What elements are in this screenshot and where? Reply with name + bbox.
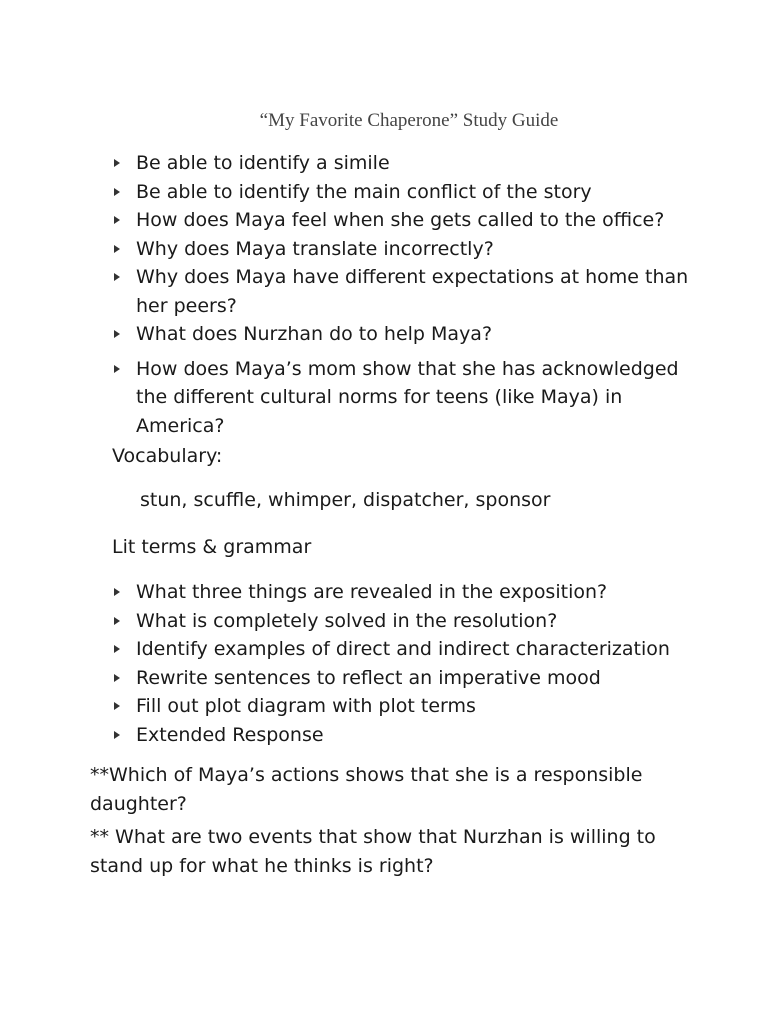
list-item-text: What three things are revealed in the exposition? [136,581,608,603]
extended-response-1: **Which of Maya’s actions shows that she is a responsible daughter? [90,764,643,815]
list-item-text: How does Maya’s mom show that she has acknowledged the different cultural norms for teens (like Maya) in America? [136,357,679,437]
extended-response-2: ** What are two events that show that Nurzhan is willing to stand up for what he thinks is right? [90,826,656,877]
list-item-text: Rewrite sentences to reflect an imperative mood [136,666,601,689]
triangle-bullet-icon [114,188,120,196]
triangle-bullet-icon [114,702,120,710]
list-item [110,149,690,178]
vocabulary-words: stun, scuffle, whimper, dispatcher, sponsor [140,489,551,511]
list-item [110,206,690,235]
list-item [110,355,690,441]
list-item-text: Extended Response [136,723,324,746]
list-item-text: How does Maya feel when she gets called to the office? [136,209,665,231]
triangle-bullet-icon [114,674,120,682]
triangle-bullet-icon [114,731,120,739]
list-item-text: Be able to identify a simile [136,152,390,174]
lit-terms-heading: Lit terms & grammar [112,536,312,558]
list-item [110,721,690,750]
list-item-text: What is completely solved in the resolution? [136,609,558,632]
page-title: “My Favorite Chaperone” Study Guide [259,110,559,131]
triangle-bullet-icon [114,588,120,596]
list-item-text: Identify examples of direct and indirect characterization [136,638,670,660]
triangle-bullet-icon [114,365,120,373]
list-item-text: Fill out plot diagram with plot terms [136,695,476,717]
list-item [110,692,690,721]
list-item-text: Why does Maya translate incorrectly? [136,237,494,260]
study-questions-list [110,149,690,440]
list-item-text: Be able to identify the main conflict of the story [136,180,592,203]
list-item [110,178,690,207]
vocabulary-heading: Vocabulary: [112,445,223,467]
triangle-bullet-icon [114,617,120,625]
triangle-bullet-icon [114,330,120,338]
list-item [110,320,690,349]
list-item [110,635,690,664]
list-item-text: Why does Maya have different expectations at home than her peers? [136,266,689,317]
list-item [110,664,690,693]
lit-terms-list [110,578,690,749]
triangle-bullet-icon [114,645,120,653]
list-item [110,578,690,607]
list-item-text: What does Nurzhan do to help Maya? [136,323,493,345]
list-item [110,235,690,264]
triangle-bullet-icon [114,273,120,281]
list-item [110,607,690,636]
list-item [110,263,690,320]
triangle-bullet-icon [114,159,120,167]
triangle-bullet-icon [114,216,120,224]
triangle-bullet-icon [114,245,120,253]
